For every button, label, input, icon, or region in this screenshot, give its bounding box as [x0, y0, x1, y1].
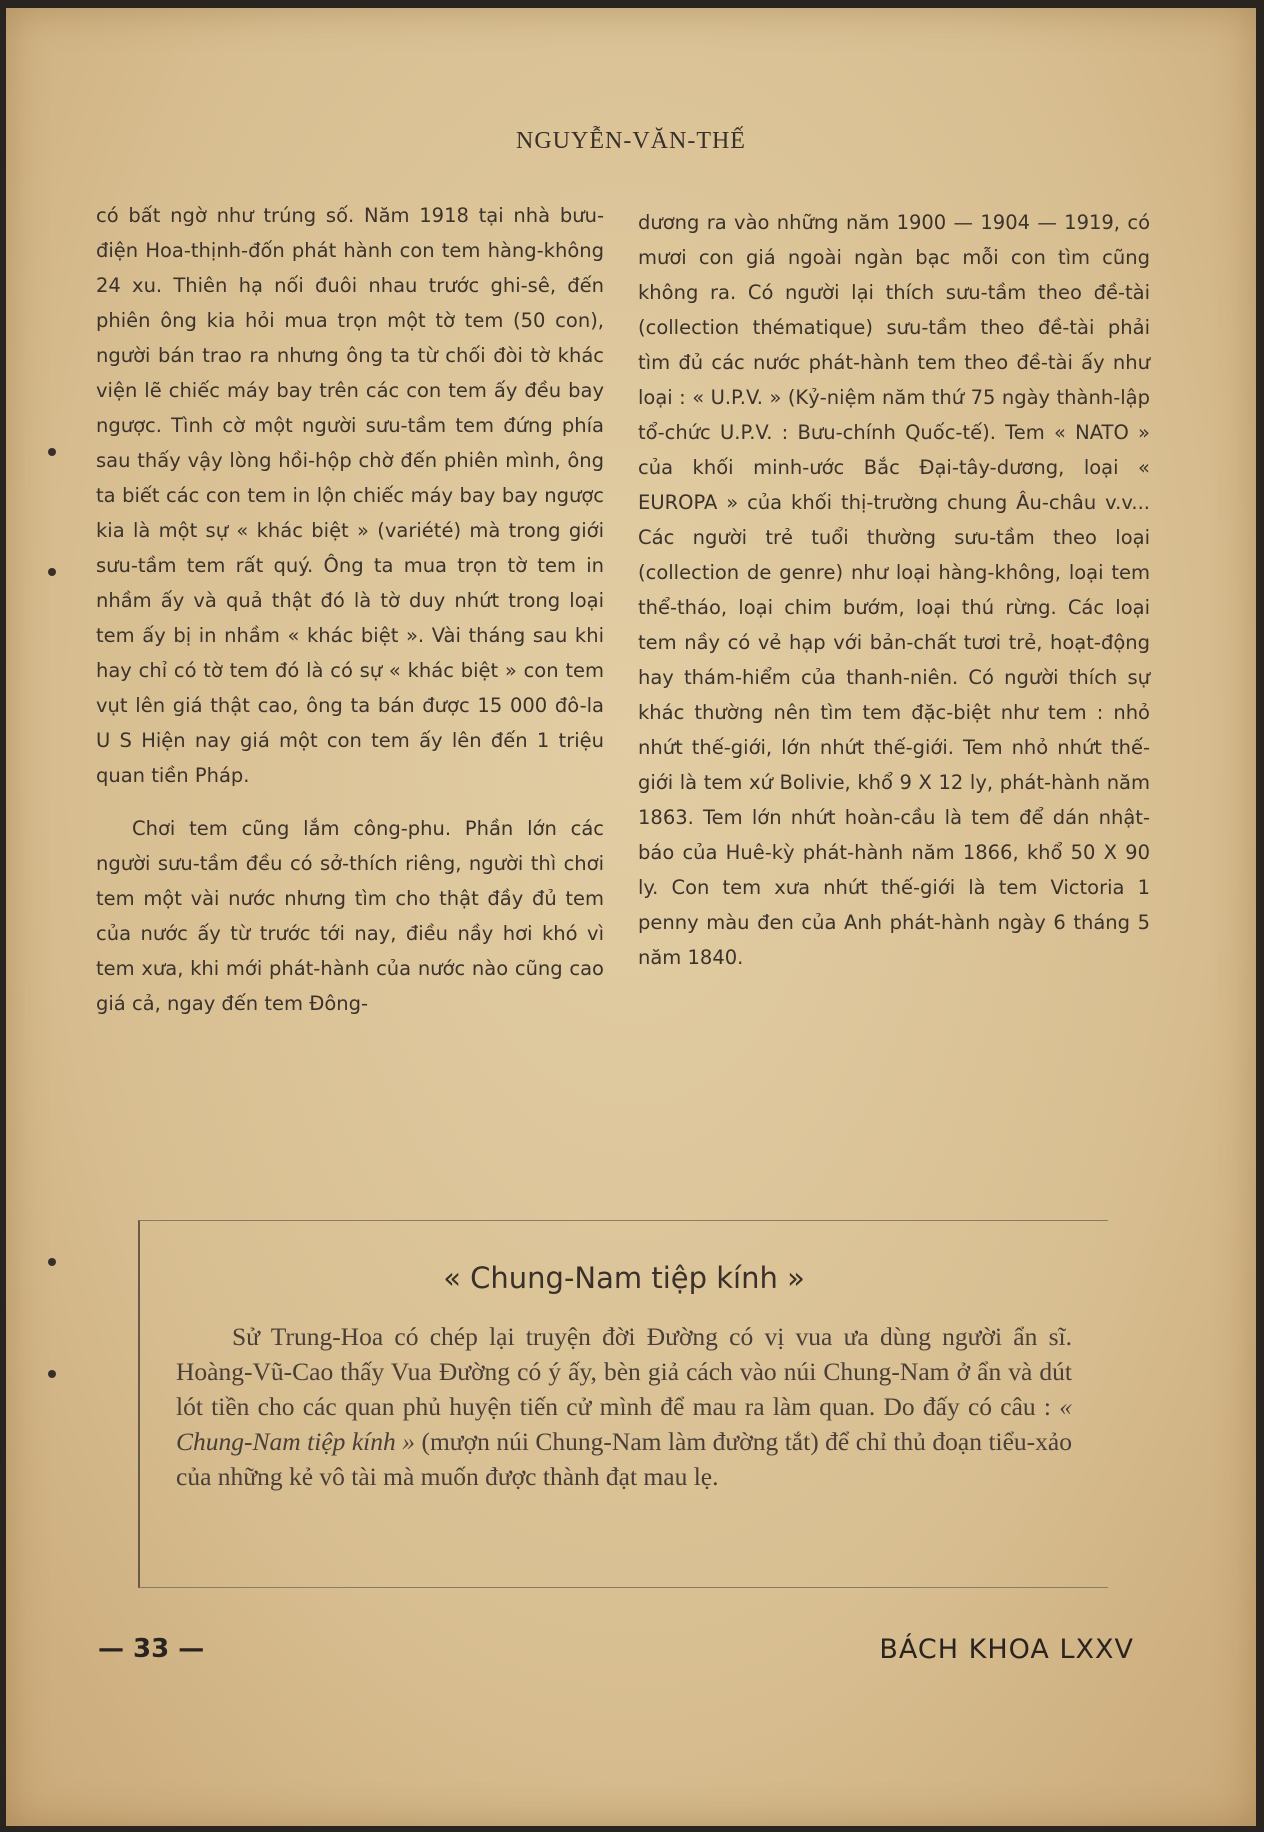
- left-paragraph-2: Chơi tem cũng lắm công-phu. Phần lớn các người sưu-tầm đều có sở-thích riêng, người thì chơi tem một vài nước nhưng tìm cho thật đầy đủ tem của nước ấy từ trước tới nay, điều nầy hơi khó vì tem xưa, khi mới phát-hành của nước nào cũng cao giá cả, ngay đến tem Đông-: [96, 817, 604, 1015]
- binding-mark: [48, 1370, 56, 1378]
- binding-mark: [48, 448, 56, 456]
- magazine-page: [6, 8, 1256, 1826]
- left-paragraph-1: có bất ngờ như trúng số. Năm 1918 tại nhà bưu-điện Hoa-thịnh-đốn phát hành con tem hàng-không 24 xu. Thiên hạ nối đuôi nhau trước ghi-sê, đến phiên ông kia hỏi mua trọn một tờ tem (50 con), người bán trao ra nhưng ông ta từ chối đòi tờ khác viện lẽ chiếc máy bay trên các con tem ấy đều bay ngược. Tình cờ một người sưu-tầm tem đứng phía sau thấy vậy lòng hồi-hộp chờ đến phiên mình, ông ta biết các con tem in lộn chiếc máy bay bay ngược kia là một sự « khác biệt » (variété) mà trong giới sưu-tầm tem rất quý. Ông ta mua trọn tờ tem in nhầm ấy và quả thật đó là tờ duy nhứt trong loại tem ấy bị in nhầm « khác biệt ». Vài tháng sau khi hay chỉ có tờ tem đó là có sự « khác biệt » con tem vụt lên giá thật cao, ông ta bán được 15 000 đô-la U S Hiện nay giá một con tem ấy lên đến 1 triệu quan tiền Pháp.: [96, 204, 604, 787]
- box-title: « Chung-Nam tiệp kính »: [443, 1261, 805, 1295]
- box-body: [176, 1319, 1072, 1494]
- page-number: — 33 —: [98, 1634, 205, 1664]
- author-header: NGUYỄN-VĂN-THẾ: [516, 128, 746, 154]
- box-body-start: Sử Trung-Hoa có chép lại truyện đời Đường có vị vua ưa dùng người ẩn sĩ. Hoàng-Vũ-Cao thấy Vua Đường có ý ấy, bèn giả cách vào núi Chung-Nam ở ẩn và dút lót tiền cho các quan phủ huyện tiến cử mình để mau ra làm quan. Do đấy có câu :: [176, 1322, 1072, 1421]
- box-body-end: (mượn núi Chung-Nam làm đường tắt) để chỉ thủ đoạn tiểu-xảo của những kẻ vô tài mà muốn được thành đạt mau lẹ.: [176, 1427, 1072, 1491]
- left-column: [96, 198, 604, 1021]
- box-body-italic: « Chung-Nam tiệp kính »: [176, 1392, 1072, 1456]
- binding-mark: [48, 568, 56, 576]
- right-paragraph-1: dương ra vào những năm 1900 — 1904 — 1919, có mươi con giá ngoài ngàn bạc mỗi con tìm cũng không ra. Có người lại thích sưu-tầm theo đề-tài (collection thématique) sưu-tầm theo đề-tài phải tìm đủ các nước phát-hành tem theo đề-tài ấy như loại : « U.P.V. » (Kỷ-niệm năm thứ 75 ngày thành-lập tổ-chức U.P.V. : Bưu-chính Quốc-tế). Tem « NATO » của khối minh-ước Bắc Đại-tây-dương, loại « EUROPA » của khối thị-trường chung Âu-châu v.v... Các người trẻ tuổi thường sưu-tầm theo loại (collection de genre) như loại hàng-không, loại tem thể-tháo, loại chim bướm, loại thú rừng. Các loại tem nầy có vẻ hạp với bản-chất tươi trẻ, hoạt-động hay thám-hiểm của thanh-niên. Có người thích sự khác thường nên tìm tem đặc-biệt như tem : nhỏ nhứt thế-giới, lớn nhứt thế-giới. Tem nhỏ nhứt thế-giới là tem xứ Bolivie, khổ 9 X 12 ly, phát-hành năm 1863. Tem lớn nhứt hoàn-cầu là tem để dán nhật-báo của Huê-kỳ phát-hành năm 1866, khổ 50 X 90 ly. Con tem xưa nhứt thế-giới là tem Victoria 1 penny màu đen của Anh phát-hành ngày 6 tháng 5 năm 1840.: [638, 211, 1150, 969]
- binding-mark: [48, 1258, 56, 1266]
- sidebar-box: [138, 1220, 1108, 1588]
- journal-name: BÁCH KHOA LXXV: [879, 1634, 1134, 1665]
- right-column: [638, 205, 1150, 975]
